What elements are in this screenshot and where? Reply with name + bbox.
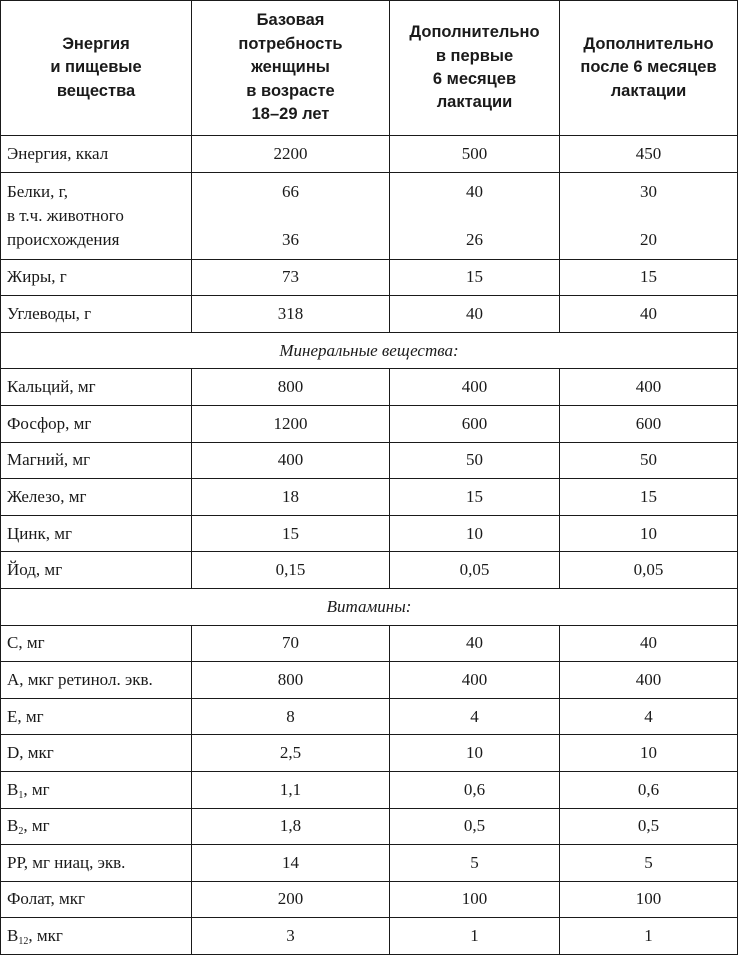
after6-value: 4 [560, 698, 738, 735]
header-nutrient-line: вещества [56, 81, 136, 100]
header-first6-line: Дополнительно [409, 23, 540, 42]
first6-value: 40 [390, 296, 560, 333]
nutrient-name: РР, мг ниац, экв. [1, 845, 192, 882]
header-first6-line: лактации [436, 93, 513, 112]
after6-value [560, 172, 738, 259]
base-value: 800 [192, 369, 390, 406]
header-base-line: 18–29 лет [251, 105, 330, 124]
table-row [1, 735, 738, 772]
protein-total: 40 [466, 181, 483, 201]
first6-value: 40 [390, 625, 560, 662]
after6-value: 100 [560, 881, 738, 918]
base-value: 70 [192, 625, 390, 662]
header-nutrient-line: Энергия [62, 34, 130, 53]
base-value: 15 [192, 515, 390, 552]
header-base-line: Базовая [256, 11, 325, 30]
section-title: Минеральные вещества: [1, 332, 738, 369]
header-first6-line: в первые [435, 46, 514, 65]
protein-name-line: Белки, г, [7, 181, 68, 201]
base-value: 1,8 [192, 808, 390, 845]
after6-value: 15 [560, 479, 738, 516]
table-row [1, 771, 738, 808]
nutrient-name: Е, мг [1, 698, 192, 735]
name-subscript: 12 [18, 936, 29, 948]
header-after6-line: лактации [610, 81, 687, 100]
after6-value: 40 [560, 625, 738, 662]
first6-value: 400 [390, 662, 560, 699]
nutrient-name [1, 771, 192, 808]
nutrient-name: D, мкг [1, 735, 192, 772]
header-base-line: потребность [238, 34, 343, 53]
nutrient-name: Йод, мг [1, 552, 192, 589]
after6-value: 10 [560, 735, 738, 772]
table-row [1, 845, 738, 882]
nutrient-name: Фосфор, мг [1, 405, 192, 442]
table-row-energy [1, 136, 738, 173]
nutrient-name [1, 808, 192, 845]
after6-value: 50 [560, 442, 738, 479]
name-main: В [7, 779, 19, 799]
first6-value: 600 [390, 405, 560, 442]
header-base-need [192, 1, 390, 136]
after6-value: 0,05 [560, 552, 738, 589]
name-unit: , мг [23, 779, 50, 799]
header-after6-line: Дополнительно [583, 34, 714, 53]
table-row-protein [1, 172, 738, 259]
base-value: 2,5 [192, 735, 390, 772]
section-row-minerals [1, 332, 738, 369]
header-first-6-months [390, 1, 560, 136]
name-main: В [7, 926, 19, 946]
after6-value: 400 [560, 369, 738, 406]
protein-total: 30 [640, 181, 657, 201]
name-unit: , мг [23, 816, 50, 836]
nutrient-name: Энергия, ккал [1, 136, 192, 173]
name-subscript: 1 [18, 789, 24, 801]
first6-value: 0,6 [390, 771, 560, 808]
base-value: 318 [192, 296, 390, 333]
header-after6-line: после 6 месяцев [580, 58, 717, 77]
first6-value: 0,5 [390, 808, 560, 845]
section-row-vitamins [1, 588, 738, 625]
table-row-fat [1, 259, 738, 296]
first6-value: 10 [390, 735, 560, 772]
first6-value [390, 172, 560, 259]
after6-value: 450 [560, 136, 738, 173]
header-nutrient-line: и пищевые [50, 58, 142, 77]
nutrient-name: Железо, мг [1, 479, 192, 516]
nutrient-name: Кальций, мг [1, 369, 192, 406]
header-nutrient [1, 1, 192, 136]
table-row [1, 881, 738, 918]
after6-value: 10 [560, 515, 738, 552]
table-row [1, 808, 738, 845]
table-row [1, 515, 738, 552]
first6-value: 50 [390, 442, 560, 479]
table-row [1, 479, 738, 516]
nutrient-name: Цинк, мг [1, 515, 192, 552]
section-title: Витамины: [1, 588, 738, 625]
first6-value: 5 [390, 845, 560, 882]
first6-value: 1 [390, 918, 560, 955]
after6-value: 600 [560, 405, 738, 442]
first6-value: 15 [390, 479, 560, 516]
nutrient-name [1, 918, 192, 955]
base-value: 14 [192, 845, 390, 882]
table-row [1, 369, 738, 406]
nutrient-name: Магний, мг [1, 442, 192, 479]
protein-animal: 36 [282, 229, 299, 249]
header-base-line: в возрасте [246, 81, 335, 100]
protein-name-line: происхождения [7, 229, 120, 249]
name-main: В [7, 816, 19, 836]
base-value: 0,15 [192, 552, 390, 589]
first6-value: 15 [390, 259, 560, 296]
base-value [192, 172, 390, 259]
after6-value: 1 [560, 918, 738, 955]
table-row [1, 405, 738, 442]
header-row [1, 1, 738, 136]
base-value: 2200 [192, 136, 390, 173]
first6-value: 400 [390, 369, 560, 406]
base-value: 1,1 [192, 771, 390, 808]
name-unit: , мкг [28, 926, 63, 946]
nutrient-name: Углеводы, г [1, 296, 192, 333]
base-value: 200 [192, 881, 390, 918]
nutrient-name: А, мкг ретинол. экв. [1, 662, 192, 699]
header-base-line: женщины [251, 58, 330, 77]
table-row [1, 625, 738, 662]
base-value: 400 [192, 442, 390, 479]
base-value: 18 [192, 479, 390, 516]
table-row [1, 442, 738, 479]
nutrient-name: С, мг [1, 625, 192, 662]
first6-value: 4 [390, 698, 560, 735]
table-row-carbs [1, 296, 738, 333]
protein-total: 66 [282, 181, 299, 201]
name-subscript: 2 [18, 826, 24, 838]
table-row [1, 918, 738, 955]
after6-value: 15 [560, 259, 738, 296]
first6-value: 100 [390, 881, 560, 918]
base-value: 1200 [192, 405, 390, 442]
after6-value: 0,5 [560, 808, 738, 845]
base-value: 8 [192, 698, 390, 735]
base-value: 800 [192, 662, 390, 699]
nutrient-name: Жиры, г [1, 259, 192, 296]
header-first6-line: 6 месяцев [432, 70, 517, 88]
after6-value: 5 [560, 845, 738, 882]
first6-value: 0,05 [390, 552, 560, 589]
first6-value: 500 [390, 136, 560, 173]
after6-value: 400 [560, 662, 738, 699]
first6-value: 10 [390, 515, 560, 552]
protein-name-line: в т.ч. животного [7, 205, 124, 225]
nutrient-name [1, 172, 192, 259]
header-after-6-months [560, 1, 738, 136]
nutrient-name: Фолат, мкг [1, 881, 192, 918]
protein-animal: 26 [466, 229, 483, 249]
protein-animal: 20 [640, 229, 657, 249]
table-row [1, 698, 738, 735]
after6-value: 0,6 [560, 771, 738, 808]
base-value: 73 [192, 259, 390, 296]
table-row [1, 662, 738, 699]
base-value: 3 [192, 918, 390, 955]
table-row [1, 552, 738, 589]
after6-value: 40 [560, 296, 738, 333]
